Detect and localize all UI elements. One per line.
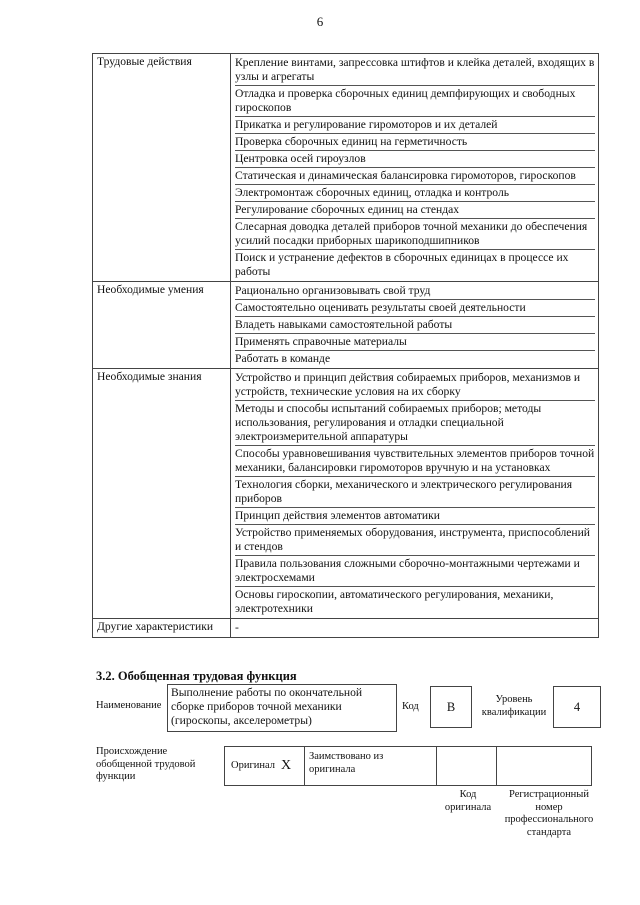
name-value: Выполнение работы по окончательной сборке приборов точной механики (гироскопы, акселерометры) bbox=[167, 684, 397, 732]
list-item: - bbox=[235, 621, 239, 634]
level-value: 4 bbox=[553, 686, 601, 728]
table-row bbox=[93, 619, 599, 638]
list-item: Владеть навыками самостоятельной работы bbox=[235, 317, 595, 334]
list-item: Статическая и динамическая балансировка гиромоторов, гироскопов bbox=[235, 168, 595, 185]
row-items bbox=[231, 369, 599, 619]
table-row bbox=[93, 369, 599, 619]
original-code-cell bbox=[437, 747, 497, 785]
row-items bbox=[231, 54, 599, 282]
row-label: Необходимые умения bbox=[93, 282, 231, 369]
list-item: Отладка и проверка сборочных единиц демпфирующих и свободных гироскопов bbox=[235, 86, 595, 117]
name-label: Наименование bbox=[96, 700, 162, 711]
list-item: Способы уравновешивания чувствительных элементов приборов точной механики, балансировки гиромоторов вручную и на установках bbox=[235, 446, 595, 477]
table-row bbox=[93, 54, 599, 282]
row-label: Необходимые знания bbox=[93, 369, 231, 619]
table-row bbox=[93, 282, 599, 369]
list-item: Устройство применяемых оборудования, инструмента, приспособлений и стендов bbox=[235, 525, 595, 556]
level-label: Уровень квалификации bbox=[481, 694, 547, 718]
list-item: Слесарная доводка деталей приборов точной механики до обеспечения усилий посадки приборных шарикоподшипников bbox=[235, 219, 595, 250]
list-item: Применять справочные материалы bbox=[235, 334, 595, 351]
code-caption: Код оригинала bbox=[444, 789, 492, 813]
list-item: Проверка сборочных единиц на герметичность bbox=[235, 134, 595, 151]
origin-table bbox=[224, 746, 592, 786]
page-number: 6 bbox=[316, 14, 324, 29]
list-item: Регулирование сборочных единиц на стендах bbox=[235, 202, 595, 219]
row-items bbox=[231, 282, 599, 369]
labor-functions-table bbox=[92, 53, 599, 638]
list-item: Электромонтаж сборочных единиц, отладка и контроль bbox=[235, 185, 595, 202]
list-item: Технология сборки, механического и электрического регулирования приборов bbox=[235, 477, 595, 508]
row-label: Трудовые действия bbox=[93, 54, 231, 282]
section-title: 3.2. Обобщенная трудовая функция bbox=[96, 669, 297, 683]
code-value: B bbox=[430, 686, 472, 728]
code-label: Код bbox=[402, 701, 419, 712]
list-item: Работать в команде bbox=[235, 352, 331, 365]
list-item: Устройство и принцип действия собираемых приборов, механизмов и устройств, технические условия на их сборку bbox=[235, 370, 595, 401]
list-item: Правила пользования сложными сборочно-монтажными чертежами и электросхемами bbox=[235, 556, 595, 587]
list-item: Центровка осей гироузлов bbox=[235, 151, 595, 168]
list-item: Крепление винтами, запрессовка штифтов и клейка деталей, входящих в узлы и агрегаты bbox=[235, 55, 595, 86]
row-items bbox=[231, 619, 599, 638]
list-item: Принцип действия элементов автоматики bbox=[235, 508, 595, 525]
list-item: Прикатка и регулирование гиромоторов и их деталей bbox=[235, 117, 595, 134]
list-item: Рационально организовывать свой труд bbox=[235, 283, 595, 300]
list-item: Методы и способы испытаний собираемых приборов; методы использования, регулирования и отладки специальной электроизмерительной аппаратуры bbox=[235, 401, 595, 446]
borrowed-cell bbox=[305, 747, 437, 785]
borrowed-label: Заимствовано из оригинала bbox=[309, 751, 384, 775]
original-label: Оригинал bbox=[231, 759, 275, 771]
registration-caption: Регистрационный номер профессионального стандарта bbox=[504, 789, 594, 838]
list-item: Основы гироскопии, автоматического регулирования, механики, электротехники bbox=[235, 588, 554, 615]
list-item: Самостоятельно оценивать результаты своей деятельности bbox=[235, 300, 595, 317]
registration-number-cell bbox=[497, 747, 591, 785]
original-mark: X bbox=[281, 757, 292, 773]
list-item: Поиск и устранение дефектов в сборочных единицах в процессе их работы bbox=[235, 251, 569, 278]
row-label: Другие характеристики bbox=[93, 619, 231, 638]
origin-label: Происхождение обобщенной трудовой функции bbox=[96, 746, 196, 782]
origin-original-cell bbox=[225, 747, 305, 785]
